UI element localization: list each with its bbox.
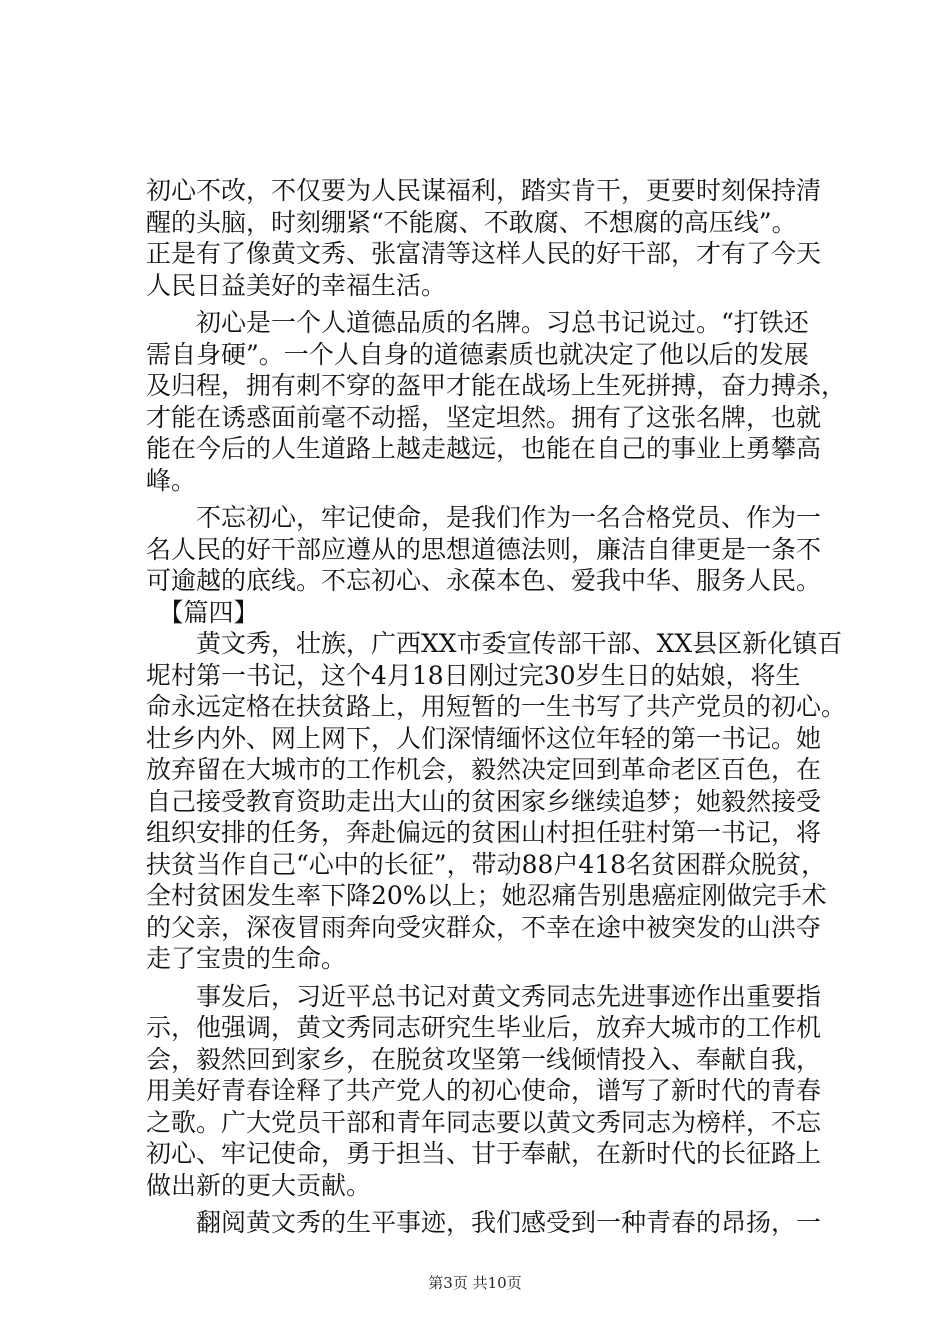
paragraph [146,628,847,975]
text-line: 需自身硬”。一个人自身的道德素质也就决定了他以后的发展 [146,339,809,369]
document-body [146,175,847,1239]
text-line: 之歌。广大党员干部和青年同志要以黄文秀同志为榜样，不忘 [146,1107,822,1137]
page-footer: 第3页 共10页 [428,1274,522,1292]
text-line: 扶贫当作自己“心中的长征”，带动88户418名贫困群众脱贫， [146,849,827,879]
paragraph [146,981,822,1202]
text-line: 会，毅然回到家乡，在脱贫攻坚第一线倾情投入、奉献自我， [146,1044,822,1074]
text-line: 正是有了像黄文秀、张富清等这样人民的好干部，才有了今天 [146,239,822,268]
text-line: 及归程，拥有刺不穿的盔甲才能在战场上生死拼搏，奋力搏杀， [146,371,847,400]
text-line: 全村贫困发生率下降20%以上；她忍痛告别患癌症刚做完手术 [146,881,827,910]
text-line: 放弃留在大城市的工作机会，毅然决定回到革命老区百色，在 [146,755,822,784]
text-line: 示，他强调，黄文秀同志研究生毕业后，放弃大城市的工作机 [146,1013,822,1042]
text-line: 走了宝贵的生命。 [146,944,347,973]
text-line: 事发后，习近平总书记对黄文秀同志先进事迹作出重要指 [146,981,822,1011]
text-line: 初心是一个人道德品质的名牌。习总书记说过。“打铁还 [146,308,809,337]
text-line: 能在今后的人生道路上越走越远，也能在自己的事业上勇攀高 [146,434,822,463]
paragraph [146,175,822,301]
text-line: 名人民的好干部应遵从的思想道德法则，廉洁自律更是一条不 [146,534,822,564]
text-line: 组织安排的任务，奔赴偏远的贫困山村担任驻村第一书记，将 [146,818,822,847]
paragraph [146,597,816,629]
text-line: 才能在诱惑面前毫不动摇，坚定坦然。拥有了这张名牌，也就 [146,402,822,432]
paragraph [146,502,822,597]
text-line: 用美好青春诠释了共产党人的初心使命，谱写了新时代的青春 [146,1076,822,1105]
text-line: 自己接受教育资助走出大山的贫困家乡继续追梦；她毅然接受 [146,786,822,816]
text-line: 壮乡内外、网上网下，人们深情缅怀这位年轻的第一书记。她 [146,723,822,753]
text-line: 做出新的更大贡献。 [146,1170,372,1200]
paragraph [146,307,847,496]
text-line: 【篇四】 [146,597,259,627]
text-line: 初心不改，不仅要为人民谋福利，踏实肯干，更要时刻保持清 [146,176,822,205]
text-line: 坭村第一书记，这个4月18日刚过完30岁生日的姑娘，将生 [146,660,801,690]
text-line: 的父亲，深夜冒雨奔向受灾群众，不幸在途中被突发的山洪夺 [146,912,822,942]
text-line: 醒的头脑，时刻绷紧“不能腐、不敢腐、不想腐的高压线”。 [146,207,797,237]
text-line: 初心、牢记使命，勇于担当、甘于奉献，在新时代的长征路上 [146,1139,822,1168]
text-line: 翻阅黄文秀的生平事迹，我们感受到一种青春的昂扬，一 [146,1208,822,1237]
text-line: 可逾越的底线。不忘初心、永葆本色、爱我中华、服务人民。 [146,566,822,595]
text-line: 不忘初心，牢记使命，是我们作为一名合格党员、作为一 [146,503,822,532]
text-line: 峰。 [146,465,197,495]
text-line: 命永远定格在扶贫路上，用短暂的一生书写了共产党员的初心。 [146,692,847,721]
paragraph [146,1207,822,1239]
text-line: 人民日益美好的幸福生活。 [146,270,447,300]
text-line: 黄文秀，壮族，广西XX市委宣传部干部、XX县区新化镇百 [146,629,843,658]
